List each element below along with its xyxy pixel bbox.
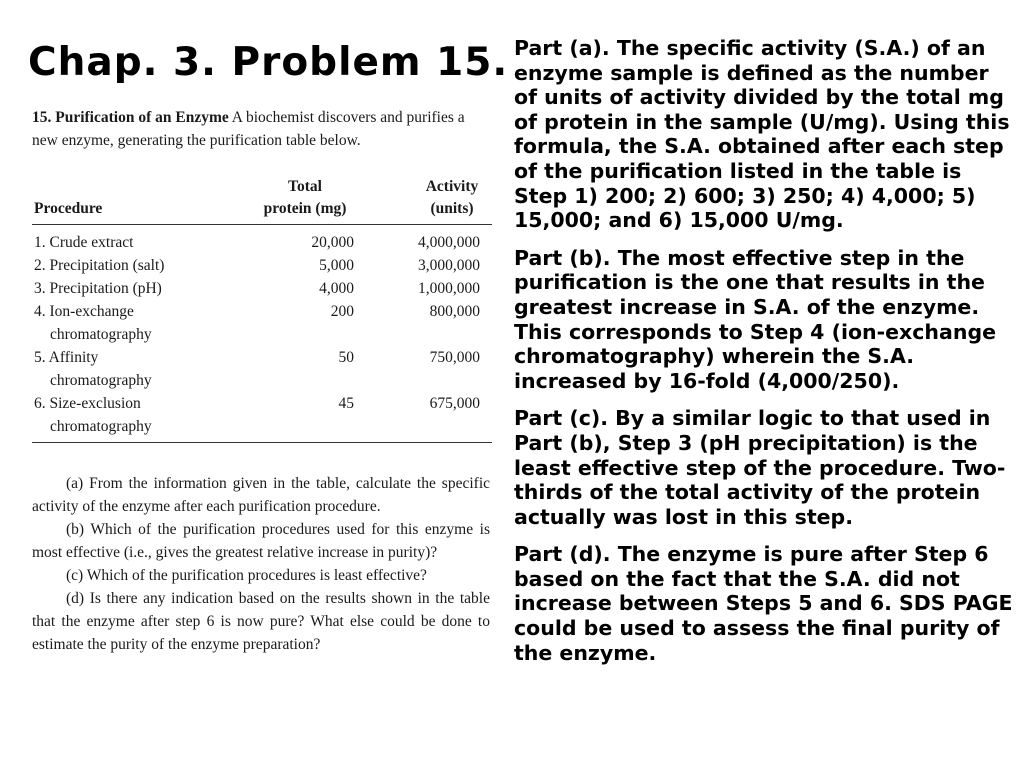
table-row	[32, 231, 492, 254]
cell-activity: 750,000	[429, 349, 480, 366]
cell-total-protein: 45	[338, 395, 354, 412]
cell-procedure	[32, 231, 252, 254]
cell-procedure	[32, 254, 252, 277]
question-c: (c) Which of the purification procedures is least effective?	[66, 567, 427, 584]
procedure-label-continued: chromatography	[50, 372, 152, 389]
problem-questions	[32, 472, 490, 656]
cell-procedure	[32, 346, 252, 392]
header-total-protein-line2: protein (mg)	[263, 200, 347, 217]
answer-part-a: Part (a). The specific activity (S.A.) of an enzyme sample is defined as the number of units of activity divided by the total mg of protein in the sample (U/mg). Using this formula, the S.A. obtained after each step of the purification listed in the table is Step 1) 200; 2) 600; 3) 250; 4) 4,000; 5) 15,000; and 6) 15,000 U/mg.	[514, 36, 1010, 233]
procedure-label: 2. Precipitation (salt)	[34, 257, 165, 274]
cell-activity: 800,000	[429, 303, 480, 320]
cell-activity: 4,000,000	[418, 234, 480, 251]
header-activity	[412, 176, 492, 220]
procedure-label: 3. Precipitation (pH)	[34, 280, 162, 297]
slide-title: Chap. 3. Problem 15.	[28, 40, 509, 85]
table-row	[32, 254, 492, 277]
question-a: (a) From the information given in the table, calculate the specific activity of the enzyme after each purification procedure.	[32, 475, 490, 515]
procedure-label: 5. Affinity	[34, 349, 99, 366]
procedure-label: 4. Ion-exchange	[34, 303, 134, 320]
procedure-label: 1. Crude extract	[34, 234, 134, 251]
cell-total-protein: 5,000	[319, 257, 354, 274]
table-row	[32, 300, 492, 346]
table-header	[32, 173, 492, 225]
cell-activity: 3,000,000	[418, 257, 480, 274]
question-b: (b) Which of the purification procedures used for this enzyme is most effective (i.e., gives the greatest relative increase in purity)?	[32, 521, 490, 561]
header-activity-line1: Activity	[425, 178, 479, 195]
cell-procedure	[32, 392, 252, 438]
table-row	[32, 277, 492, 300]
answer-part-b: Part (b). The most effective step in the purification is the one that results in the greatest increase in S.A. of the enzyme. This corresponds to Step 4 (ion-exchange chromatography) wherein the S.A. increased by 16-fold (4,000/250).	[514, 245, 997, 393]
question-d: (d) Is there any indication based on the results shown in the table that the enzyme after step 6 is now pure? What else could be done to estimate the purity of the enzyme preparation?	[32, 590, 490, 653]
cell-total-protein: 20,000	[311, 234, 354, 251]
answer-part-c: Part (c). By a similar logic to that used in Part (b), Step 3 (pH precipitation) is the least effective step of the procedure. Two-thirds of the total activity of the protein actually was lost in this step.	[514, 406, 1006, 529]
procedure-label-continued: chromatography	[50, 326, 152, 343]
problem-heading: 15. Purification of an Enzyme	[32, 109, 229, 126]
header-total-protein-line1: Total	[288, 178, 322, 195]
purification-table	[32, 173, 492, 443]
problem-intro: A biochemist discovers and purifies a new enzyme, generating the purification table below.	[32, 109, 465, 149]
cell-total-protein: 50	[338, 349, 354, 366]
table-row	[32, 346, 492, 392]
header-total-protein	[250, 176, 360, 220]
cell-procedure	[32, 277, 252, 300]
problem-statement	[32, 106, 492, 152]
answers-column	[514, 36, 1014, 678]
header-activity-line2: (units)	[430, 200, 474, 217]
cell-total-protein: 200	[330, 303, 354, 320]
procedure-label: 6. Size-exclusion	[34, 395, 141, 412]
table-row	[32, 392, 492, 438]
procedure-label-continued: chromatography	[50, 418, 152, 435]
answer-part-d: Part (d). The enzyme is pure after Step 6 based on the fact that the S.A. did not increase between Steps 5 and 6. SDS PAGE could be used to assess the final purity of the enzyme.	[514, 542, 1013, 665]
header-procedure: Procedure	[34, 200, 103, 217]
cell-total-protein: 4,000	[319, 280, 354, 297]
cell-procedure	[32, 300, 252, 346]
cell-activity: 1,000,000	[418, 280, 480, 297]
cell-activity: 675,000	[429, 395, 480, 412]
table-body	[32, 225, 492, 443]
